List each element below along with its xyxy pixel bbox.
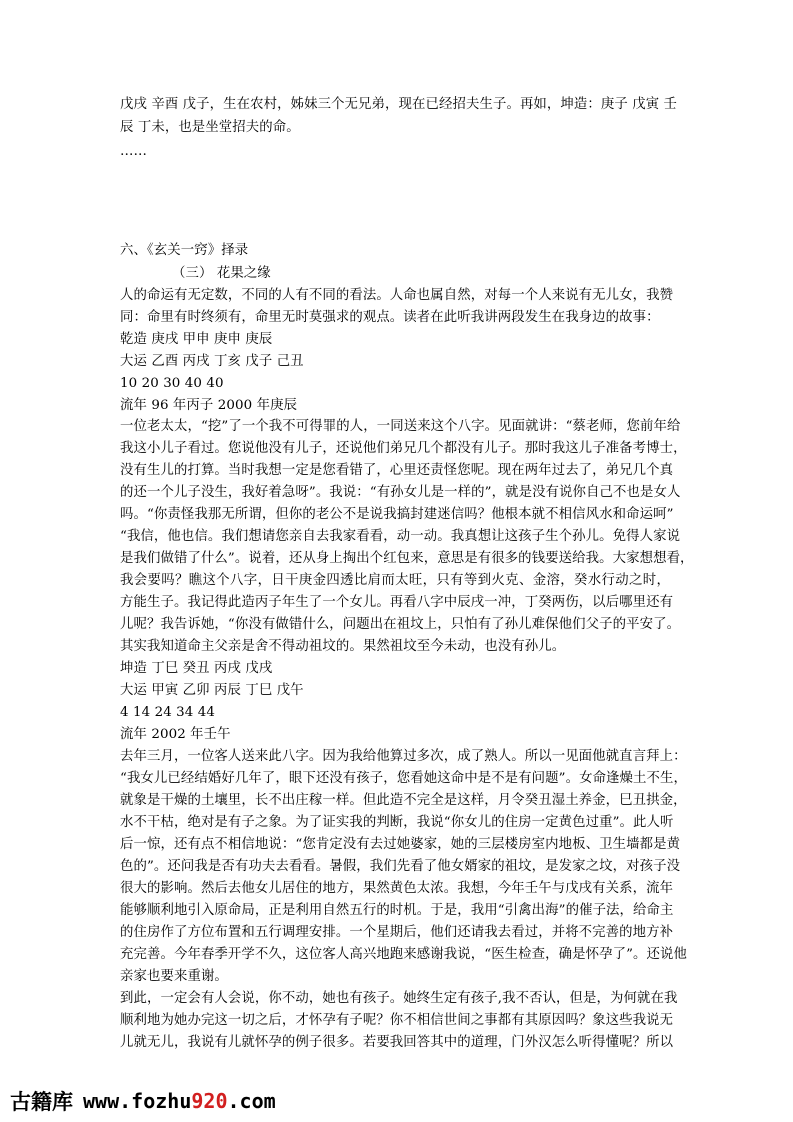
ellipsis-line: …… [120, 144, 147, 159]
text-line: 其实我知道命主父亲是舍不得动祖坟的。果然祖坟至今未动，也没有孙儿。 [120, 639, 566, 654]
text-line: 同：命里有时终须有，命里无时莫强求的观点。读者在此听我讲两段发生在我身边的故事： [120, 310, 660, 325]
text-line: 水不干枯，绝对是有子之象。为了证实我的判断，我说“你女儿的住房一定黄色过重”。此人听 [120, 815, 674, 830]
text-line: 吗。“你责怪我那无所谓，但你的老公不是说我搞封建迷信吗？他根本就不相信风水和命运呵” [120, 507, 674, 522]
text-line: 色的”。还问我是否有功夫去看看。暑假，我们先看了他女婿家的祖坟，是发家之坟，对孩子没 [120, 859, 681, 874]
text-line: 就象是干燥的土壤里，长不出庄稼一样。但此造不完全是这样，月令癸丑湿土养金，巳丑拱金， [120, 793, 687, 808]
chart-line: 4 14 24 34 44 [120, 705, 216, 720]
text-line: 去年三月，一位客人送来此八字。因为我给他算过多次，成了熟人。所以一见面他就直言拜上： [120, 749, 687, 764]
text-line: 儿呢？我告诉她，“你没有做错什么，问题出在祖坟上，只怕有了孙儿难保他们父子的平安了。 [120, 617, 681, 632]
text-line: 我这小儿子看过。您说他没有儿子，还说他们弟兄几个都没有儿子。那时我这儿子准备考博士， [120, 441, 687, 456]
text-line: 的还一个儿子没生，我好着急呀”。我说：“有孙女儿是一样的”，就是没有说你自己不也是女人 [120, 485, 681, 500]
text-line: “我信，他也信。我们想请您亲自去我家看看，动一动。我真想让这孩子生个孙儿。免得人家说 [120, 529, 681, 544]
footer-url-prefix: www.fozhu [83, 1089, 192, 1113]
text-line: 后一惊，还有点不相信地说：“您肯定没有去过她婆家，她的三层楼房室内地板、卫生墙都是黄 [120, 837, 681, 852]
text-line: 的住房作了方位布置和五行调理安排。一个星期后，他们还请我去看过，并将不完善的地方补 [120, 925, 674, 940]
text-line: 是我们做错了什么”。说着，还从身上掏出个红包来，意思是有很多的钱要送给我。大家想想看， [120, 551, 694, 566]
text-line: 能够顺利地引入原命局，正是利用自然五行的时机。于是，我用“引禽出海”的催子法，给命主 [120, 903, 674, 918]
text-line: 方能生子。我记得此造丙子年生了一个女儿。再看八字中辰戌一冲，丁癸两伤，以后哪里还有 [120, 595, 674, 610]
chart-line: 大运 甲寅 乙卯 丙辰 丁巳 戊午 [120, 683, 304, 698]
text-line: 充完善。今年春季开学不久，这位客人高兴地跑来感谢我说，“医生检查，确是怀孕了”。还说他 [120, 947, 688, 962]
footer-url-suffix: .com [227, 1089, 276, 1113]
footer-brand: 古籍库 [10, 1090, 73, 1114]
section-heading: 六、《玄关一窍》择录 [120, 243, 249, 258]
text-line: 儿就无儿，我说有儿就怀孕的例子很多。若要我回答其中的道理，门外汉怎么听得懂呢？所以 [120, 1035, 674, 1050]
footer-url[interactable] [83, 1089, 276, 1113]
chart-line: 大运 乙酉 丙戌 丁亥 戊子 己丑 [120, 354, 304, 369]
text-line: 我会要吗？瞧这个八字，日干庚金四透比肩而太旺，只有等到火克、金溶，癸水行动之时， [120, 573, 670, 588]
text-line: 一位老太太，“挖”了一个我不可得罪的人，一同送来这个八字。见面就讲：“蔡老师，您前年给 [120, 419, 681, 434]
chart-line: 坤造 丁巳 癸丑 丙戌 戊戌 [120, 661, 273, 676]
chart-line: 10 20 30 40 40 [120, 376, 224, 391]
footer-url-number: 920 [191, 1089, 228, 1113]
footer-watermark [10, 1086, 276, 1116]
text-line: 人的命运有无定数，不同的人有不同的看法。人命也属自然，对每一个人来说有无儿女，我赞 [120, 288, 674, 303]
text-line: 到此，一定会有人会说，你不动，她也有孩子。她终生定有孩子,我不否认，但是，为何就在我 [120, 991, 678, 1006]
text-line: “我女儿已经结婚好几年了，眼下还没有孩子，您看她这命中是不是有问题”。女命逢燥土不生， [120, 771, 688, 786]
subsection-heading: （三） 花果之缘 [172, 266, 271, 281]
chart-line: 流年 2002 年壬午 [120, 727, 231, 742]
text-line: 亲家也要来重谢。 [120, 969, 228, 984]
text-line: 顺利地为她办完这一切之后，才怀孕有子呢？你不相信世间之事都有其原因吗？象这些我说无 [120, 1013, 674, 1028]
chart-line: 乾造 庚戌 甲申 庚申 庚辰 [120, 332, 273, 347]
chart-line: 流年 96 年丙子 2000 年庚辰 [120, 398, 298, 413]
text-line: 没有生儿的打算。当时我想一定是您看错了，心里还责怪您呢。现在两年过去了，弟兄几个真 [120, 463, 674, 478]
text-line: 很大的影响。然后去他女儿居住的地方，果然黄色太浓。我想，今年壬午与戊戌有关系，流年 [120, 881, 674, 896]
text-line: 辰 丁未，也是坐堂招夫的命。 [120, 120, 300, 135]
text-line: 戊戌 辛酉 戊子，生在农村，姊妹三个无兄弟，现在已经招夫生子。再如，坤造：庚子 戊寅 壬 [120, 97, 678, 112]
